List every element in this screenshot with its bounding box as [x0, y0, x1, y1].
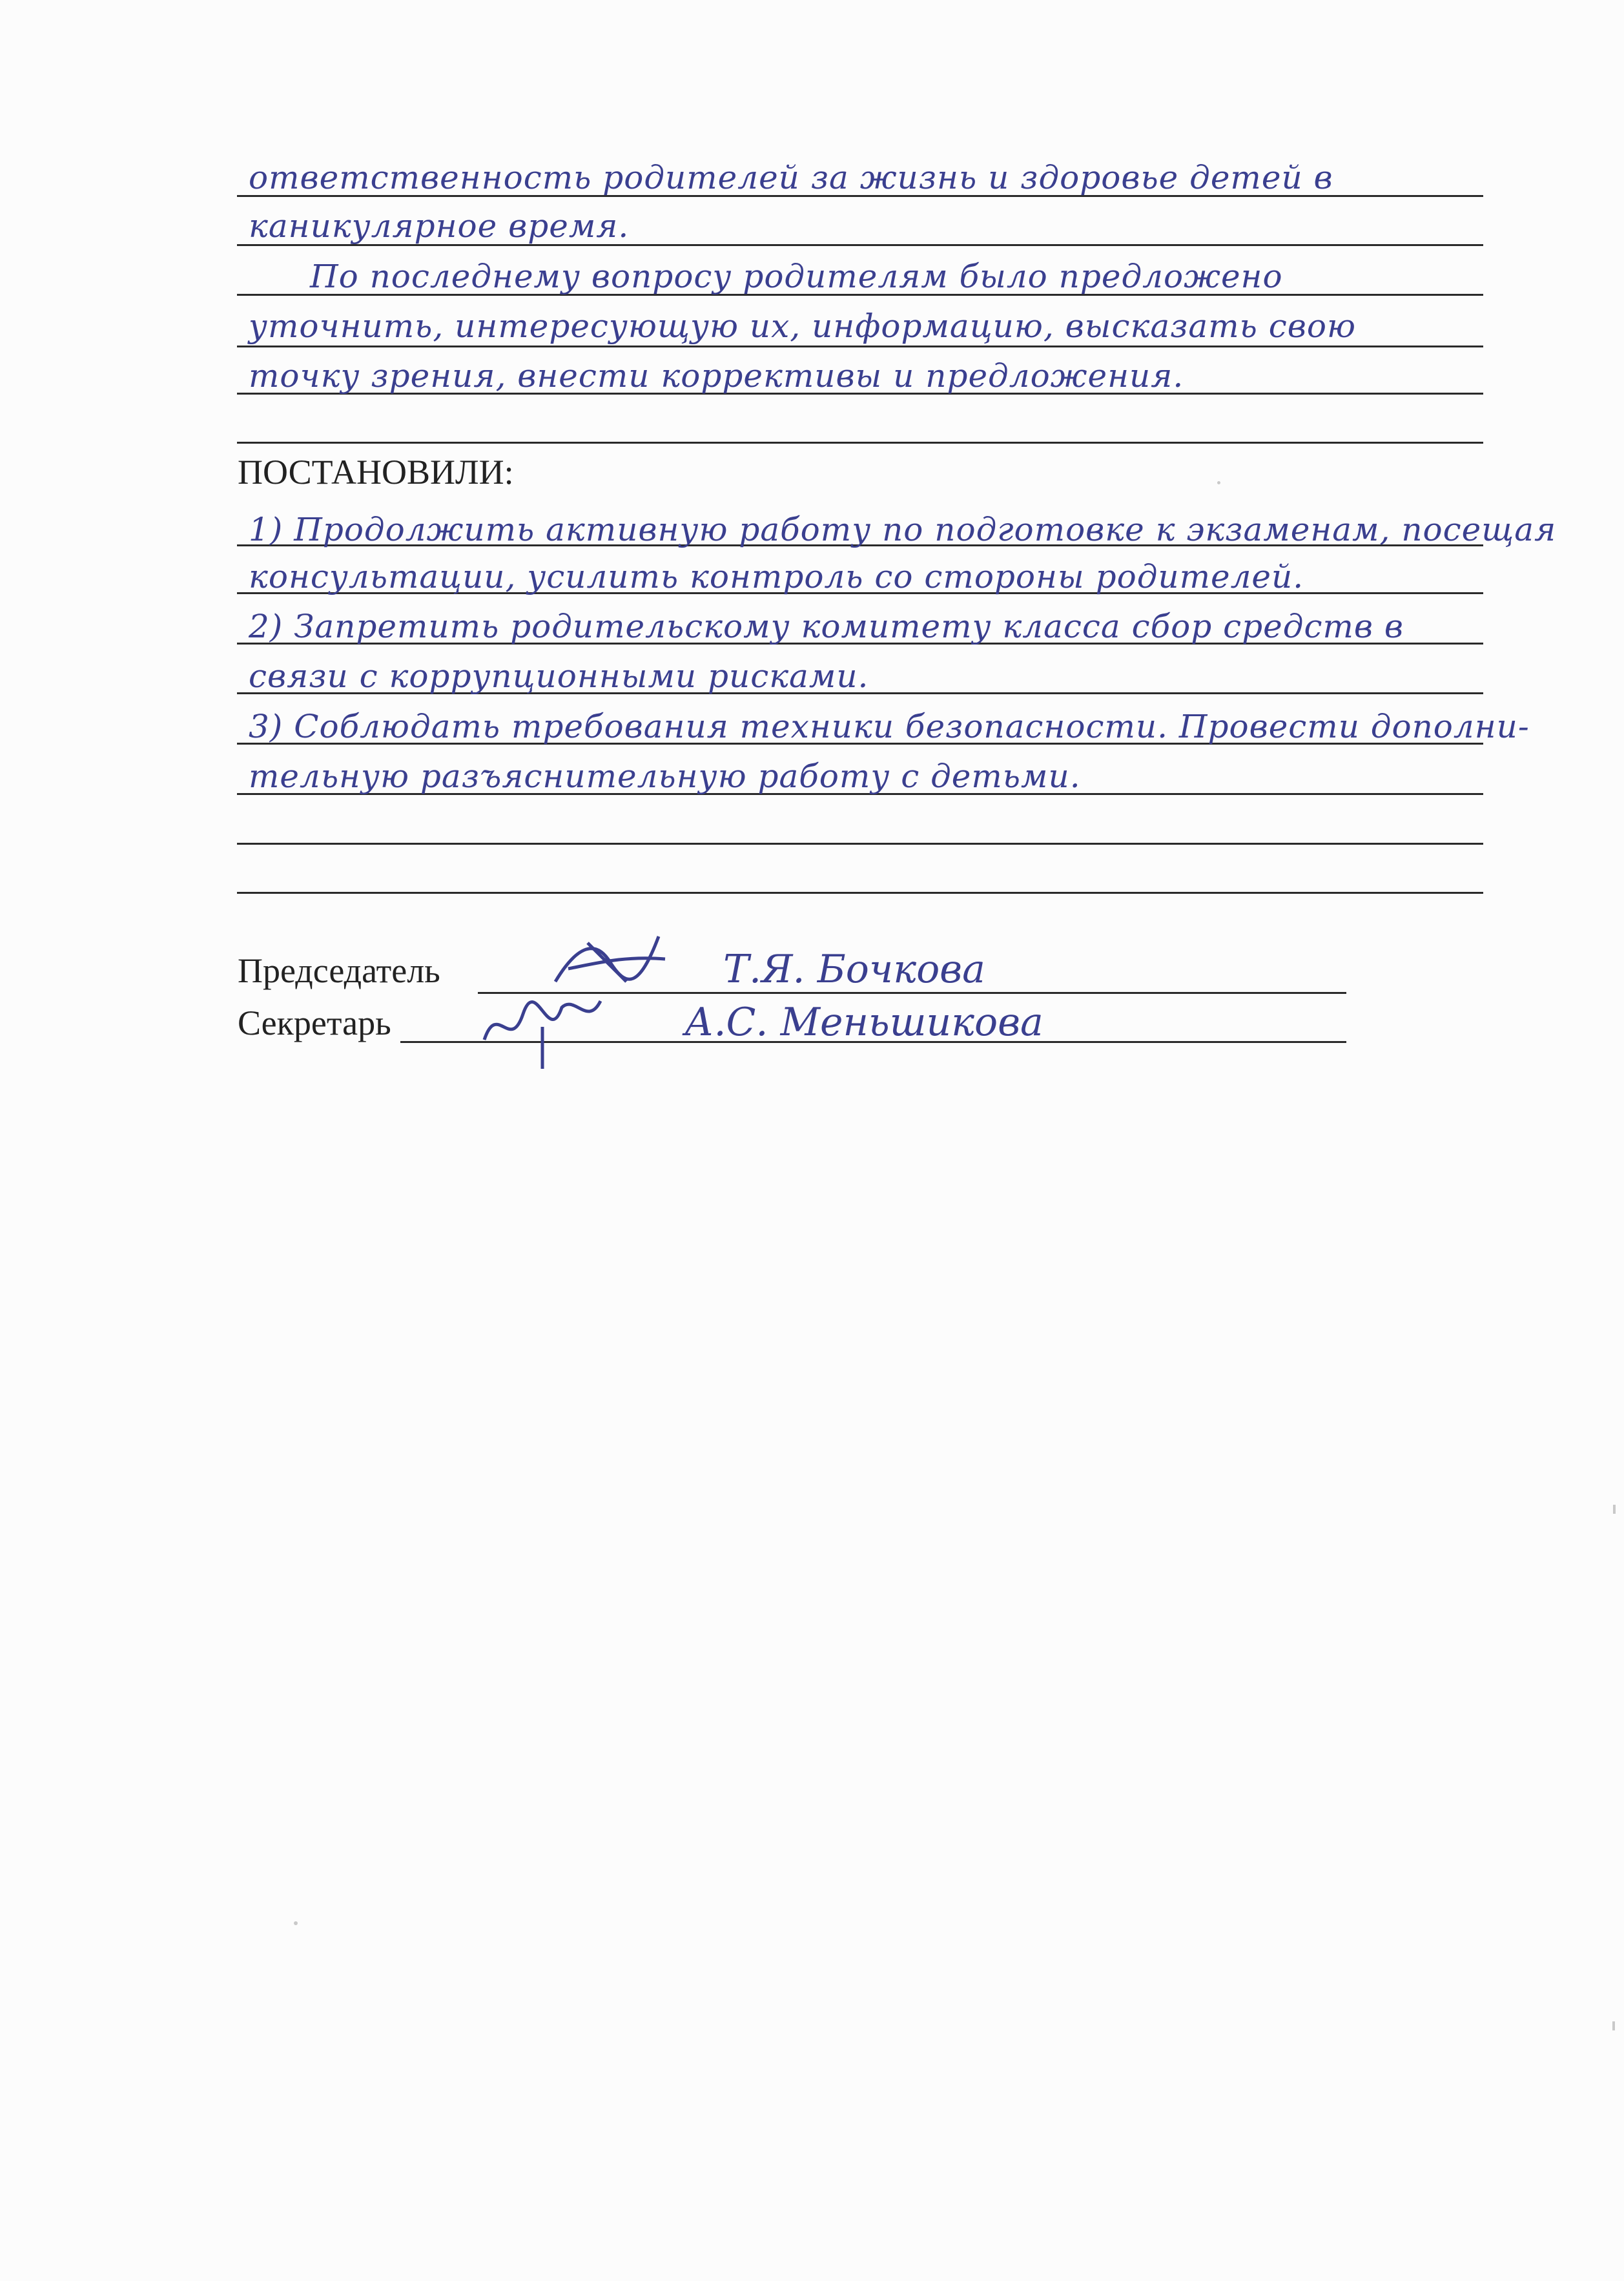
scan-speck — [294, 1921, 298, 1925]
handwritten-line: По последнему вопросу родителям было предложено — [310, 258, 1283, 295]
decision-line: 3) Соблюдать требования техники безопасности. Провести дополни- — [249, 708, 1530, 745]
chair-name: Т.Я. Бочкова — [723, 947, 985, 992]
scan-speck — [1217, 481, 1220, 484]
handwritten-line: каникулярное время. — [249, 207, 630, 245]
decision-line: тельную разъяснительную работу с детьми. — [249, 758, 1081, 795]
handwritten-line: уточнить, интересующую их, информацию, высказать свою — [249, 307, 1356, 345]
secretary-signature-scribble — [478, 988, 607, 1072]
decision-line: 2) Запретить родительскому комитету класса сбор средств в — [249, 608, 1404, 645]
secretary-label: Секретарь — [238, 1004, 391, 1042]
decision-line: 1) Продолжить активную работу по подготовке к экзаменам, посещая — [249, 511, 1557, 548]
ruled-line — [237, 442, 1483, 444]
decision-line: связи с коррупционными рисками. — [249, 657, 869, 695]
ruled-line — [237, 892, 1483, 894]
section-heading: ПОСТАНОВИЛИ: — [238, 453, 514, 491]
handwritten-line: точку зрения, внести коррективы и предложения. — [249, 357, 1184, 395]
ruled-line — [237, 843, 1483, 845]
secretary-name: А.С. Меньшикова — [684, 1000, 1043, 1045]
ruled-line — [237, 346, 1483, 347]
scan-speck — [1613, 1505, 1616, 1514]
scan-speck — [1612, 2021, 1615, 2030]
chair-label: Председатель — [238, 951, 440, 990]
handwritten-line: ответственность родителей за жизнь и здоровье детей в — [249, 159, 1333, 196]
decision-line: консультации, усилить контроль со стороны родителей. — [249, 558, 1304, 595]
